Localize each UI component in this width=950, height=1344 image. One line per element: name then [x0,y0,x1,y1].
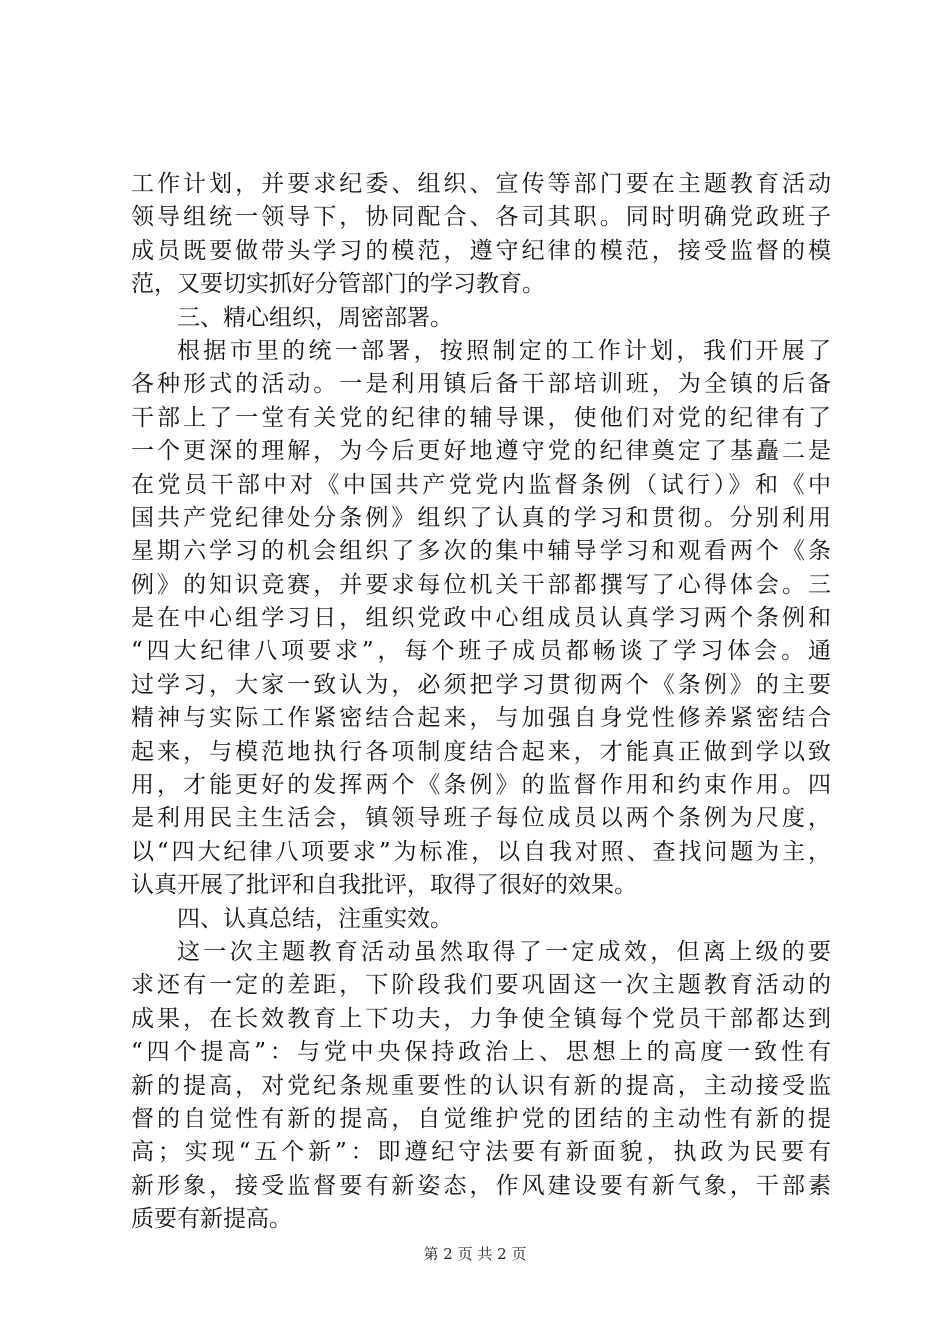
text-line: 是在中心组学习日，组织党政中心组成员认真学习两个条例和 [131,605,831,632]
text-line: 例》的知识竞赛，并要求每位机关干部都撰写了心得体会。三 [131,571,831,598]
text-line: 干部上了一堂有关党的纪律的辅导课，使他们对党的纪律有了 [131,404,831,431]
text-line: 一个更深的理解，为今后更好地遵守党的纪律奠定了基矗二是 [131,438,831,465]
text-line: 用，才能更好的发挥两个《条例》的监督作用和约束作用。四 [131,772,831,799]
text-line: “四个提高”：与党中央保持政治上、思想上的高度一致性有 [131,1039,831,1066]
text-line: 督的自觉性有新的提高，自觉维护党的团结的主动性有新的提 [131,1105,831,1132]
page-footer: 第 2 页 共 2 页 [423,1245,527,1263]
text-line: 是利用民主生活会，镇领导班子每位成员以两个条例为尺度， [131,805,831,832]
text-line: 质要有新提高。 [131,1206,292,1233]
text-line: 求还有一定的差距，下阶段我们要巩固这一次主题教育活动的 [131,972,831,999]
section-heading: 三、精心组织，周密部署。 [177,304,453,331]
text-line: 以“四大纪律八项要求”为标准，以自我对照、查找问题为主， [131,838,831,865]
text-line: 成员既要做带头学习的模范，遵守纪律的模范，接受监督的模 [131,237,831,264]
text-line: 工作计划，并要求纪委、组织、宣传等部门要在主题教育活动 [131,171,831,197]
text-line: 根据市里的统一部署，按照制定的工作计划，我们开展了 [177,337,831,364]
text-line: 国共产党纪律处分条例》组织了认真的学习和贯彻。分别利用 [131,504,831,531]
document-body [131,168,831,1237]
text-line: 这一次主题教育活动虽然取得了一定成效，但离上级的要 [177,938,831,965]
text-line: 认真开展了批评和自我批评，取得了很好的效果。 [131,872,637,899]
text-line: 过学习，大家一致认为，必须把学习贯彻两个《条例》的主要 [131,671,831,698]
text-line: 各种形式的活动。一是利用镇后备干部培训班，为全镇的后备 [131,371,831,398]
text-line: 起来，与模范地执行各项制度结合起来，才能真正做到学以致 [131,738,831,765]
section-heading: 四、认真总结，注重实效。 [177,905,453,932]
text-line: 成果，在长效教育上下功夫，力争使全镇每个党员干部都达到 [131,1005,831,1032]
text-line: “四大纪律八项要求”，每个班子成员都畅谈了学习体会。通 [131,638,831,665]
text-line: 高；实现“五个新”：即遵纪守法要有新面貌，执政为民要有 [131,1139,831,1166]
text-line: 精神与实际工作紧密结合起来，与加强自身党性修养紧密结合 [131,705,831,732]
text-line: 星期六学习的机会组织了多次的集中辅导学习和观看两个《条 [131,538,831,565]
text-line: 在党员干部中对《中国共产党党内监督条例（试行）》和《中 [131,471,831,498]
text-line: 新形象，接受监督要有新姿态，作风建设要有新气象，干部素 [131,1172,831,1199]
text-line: 范，又要切实抓好分管部门的学习教育。 [131,271,545,298]
text-line: 领导组统一领导下，协同配合、各司其职。同时明确党政班子 [131,204,831,231]
text-line: 新的提高，对党纪条规重要性的认识有新的提高，主动接受监 [131,1072,831,1099]
